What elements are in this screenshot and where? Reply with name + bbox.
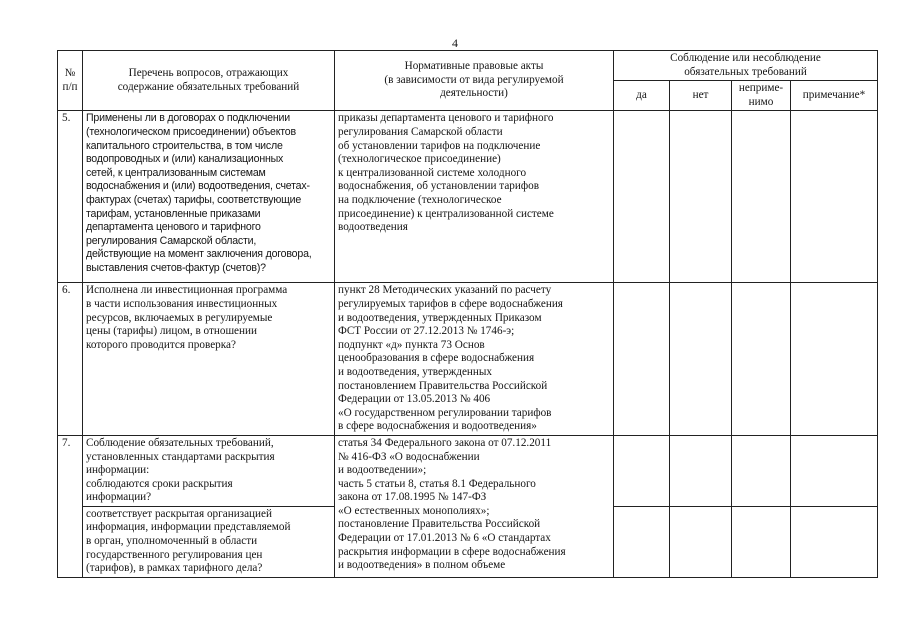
row-number: 7.: [58, 435, 83, 577]
header-acts: Нормативные правовые акты (в зависимости от вида регулируемой деятельности): [335, 51, 614, 111]
cell-not-applicable[interactable]: [732, 111, 791, 283]
cell-not-applicable[interactable]: [732, 283, 791, 436]
cell-yes[interactable]: [614, 435, 670, 506]
header-questions: Перечень вопросов, отражающих содержание обязательных требований: [83, 51, 335, 111]
header-yes: да: [614, 81, 670, 111]
header-not-applicable: неприме- нимо: [732, 81, 791, 111]
row-acts: приказы департамента ценового и тарифного регулирования Самарской области об установлении тарифов на подключение (технологическое присоединение) к централизованной системе холодного водоснабжения, об установлении тарифов на подключение (технологическое присоединение) к централизованной системе водоотведения: [335, 111, 614, 283]
cell-note[interactable]: [791, 506, 878, 577]
cell-no[interactable]: [670, 111, 732, 283]
header-compliance: Соблюдение или несоблюдение обязательных требований: [614, 51, 878, 81]
cell-no[interactable]: [670, 435, 732, 506]
header-num: № п/п: [58, 51, 83, 111]
cell-no[interactable]: [670, 283, 732, 436]
row-question: Исполнена ли инвестиционная программа в части использования инвестиционных ресурсов, включаемых в регулируемые цены (тарифы) лицом, в отношении которого проводится проверка?: [83, 283, 335, 436]
row-number: 5.: [58, 111, 83, 283]
table-row: [58, 111, 878, 283]
cell-no[interactable]: [670, 506, 732, 577]
cell-not-applicable[interactable]: [732, 506, 791, 577]
row-question: Соблюдение обязательных требований, установленных стандартами раскрытия информации: соблюдаются сроки раскрытия информации?: [83, 435, 335, 506]
page-number: 4: [452, 36, 458, 50]
table-row: [58, 283, 878, 436]
cell-yes[interactable]: [614, 283, 670, 436]
row-number: 6.: [58, 283, 83, 436]
header-no: нет: [670, 81, 732, 111]
header-row: [58, 51, 878, 81]
row-acts: статья 34 Федерального закона от 07.12.2011 № 416-ФЗ «О водоснабжении и водоотведении»; часть 5 статьи 8, статья 8.1 Федерального закона от 17.08.1995 № 147-ФЗ «О естественных монополиях»; постановление Правительства Российской Федерации от 17.01.2013 № 6 «О стандартах раскрытия информации в сфере водоснабжения и водоотведения» в полном объеме: [335, 435, 614, 577]
row-question: Применены ли в договорах о подключении (технологическом присоединении) объектов капитального строительства, в том числе водопроводных и (или) канализационных сетей, к централизованным системам водоснабжения и (или) водоотведения, счетах- фактурах (счетах) тарифы, соответствующие тарифам, установленные приказами департамента ценового и тарифного регулирования Самарской области, действующие на момент заключения договора, выставления счетов-фактур (счетов)?: [83, 111, 335, 283]
cell-yes[interactable]: [614, 111, 670, 283]
cell-note[interactable]: [791, 283, 878, 436]
cell-note[interactable]: [791, 111, 878, 283]
cell-note[interactable]: [791, 435, 878, 506]
row-acts: пункт 28 Методических указаний по расчету регулируемых тарифов в сфере водоснабжения и водоотведения, утвержденных Приказом ФСТ России от 27.12.2013 № 1746-э; подпункт «д» пункта 73 Основ ценообразования в сфере водоснабжения и водоотведения, утвержденных постановлением Правительства Российской Федерации от 13.05.2013 № 406 «О государственном регулировании тарифов в сфере водоснабжения и водоотведения»: [335, 283, 614, 436]
cell-not-applicable[interactable]: [732, 435, 791, 506]
header-note: примечание*: [791, 81, 878, 111]
compliance-checklist-table: [57, 50, 878, 578]
row-question: соответствует раскрытая организацией информация, информации представляемой в орган, уполномоченный в области государственного регулирования цен (тарифов), в рамках тарифного дела?: [83, 506, 335, 577]
table-row: [58, 435, 878, 506]
cell-yes[interactable]: [614, 506, 670, 577]
